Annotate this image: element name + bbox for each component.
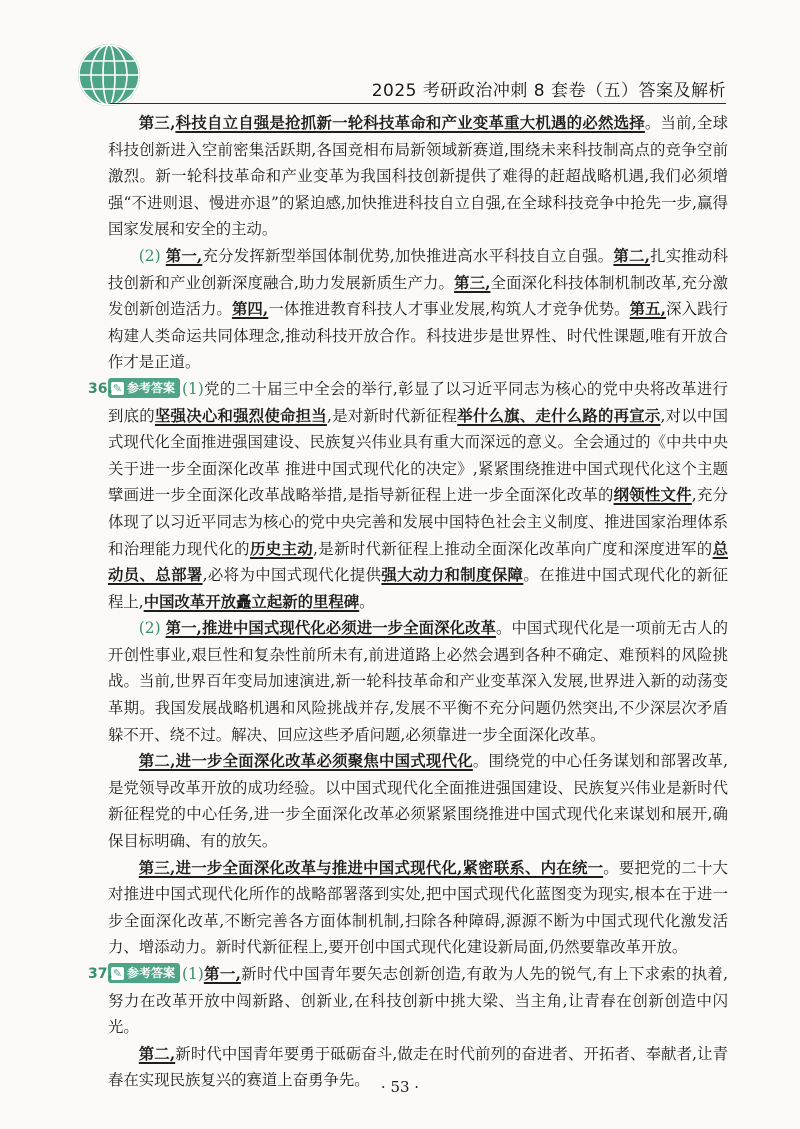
point-label: 第三, bbox=[454, 273, 491, 292]
paragraph-text: 扎实推动科技创新和产业创新深度融合,助力发展新质生产力。 bbox=[108, 246, 728, 292]
paragraph-text: 新时代中国青年要矢志创新创造,有敢为人先的锐气,有上下求索的执着,努力在改革开放中闯新路、创新业,在科技创新中挑大梁、当主角,让青春在创新创造中闪光。 bbox=[108, 965, 728, 1037]
key-point: 强大动力和制度保障 bbox=[381, 566, 524, 585]
subquestion-number: (1) bbox=[182, 965, 204, 983]
paragraph-text: ,充分体现了以习近平同志为核心的党中央完善和发展中国特色社会主义制度、推进国家治理体系和治理能力现代化的 bbox=[108, 486, 728, 558]
point-label: 第五, bbox=[629, 300, 667, 319]
paragraph-text: 。要把党的二十大对推进中国式现代化所作的战略部署落到实处,把中国式现代化蓝图变为现实,根本在于进一步全面深化改革,不断完善各方面体制机制,扫除各种障碍,源源不断为中国式现代化激发活力、增添动力。新时代新征程上,要开创中国式现代化建设新局面,仍然要靠改革开放。 bbox=[108, 858, 728, 957]
header-rule bbox=[110, 103, 726, 104]
key-point: 总动员、总部署 bbox=[108, 539, 728, 585]
answer-content bbox=[88, 110, 729, 1094]
paragraph-text: ,必将为中国式现代化提供 bbox=[202, 566, 382, 585]
paragraph-text: 。围绕党的中心任务谋划和部署改革,是党领导改革开放的成功经验。以中国式现代化全面推进强国建设、民族复兴伟业是新时代新征程党的中心任务,进一步全面深化改革必须紧紧围绕推进中国式现代化来谋划和展开,确保目标明确、有的放矢。 bbox=[108, 752, 728, 851]
paragraph-text: ,是对新时代新征程 bbox=[326, 406, 458, 425]
point-label: 第一, bbox=[165, 246, 203, 265]
key-point: 第二,进一步全面深化改革必须聚焦中国式现代化 bbox=[138, 752, 473, 771]
paragraph-text: 。 bbox=[359, 592, 375, 611]
paragraph-text: 党的二十届三中全会的举行,彰显了以习近平同志为核心的党中央将改革进行到底的 bbox=[108, 379, 728, 425]
paragraph bbox=[108, 110, 728, 243]
paragraph bbox=[108, 615, 728, 748]
paragraph-text: 全面深化科技体制机制改革,充分激发创新创造活力。 bbox=[108, 273, 728, 319]
answer-badge bbox=[108, 963, 180, 983]
paragraph bbox=[108, 748, 728, 854]
paragraph-text: 。中国式现代化是一项前无古人的开创性事业,艰巨性和复杂性前所未有,前进道路上必然会遇到各种不确定、难预料的风险挑战。当前,世界百年变局加速演进,新一轮科技革命和产业变革深入发展,世界进入新的动荡变革期。我国发展战略机遇和风险挑战并存,发展不平衡不充分问题仍然突出,不少深层次矛盾躲不开、绕不过。解决、回应这些矛盾问题,必须靠进一步全面深化改革。 bbox=[108, 619, 728, 744]
key-point: 坚强决心和强烈使命担当 bbox=[154, 406, 327, 425]
paragraph-text: 一体推进教育科技人才事业发展,构筑人才竞争优势。 bbox=[268, 300, 630, 319]
paragraph bbox=[108, 855, 728, 961]
page-title: 2025 考研政治冲刺 8 套卷（五）答案及解析 bbox=[371, 81, 726, 101]
answer-badge-label: 参考答案 bbox=[127, 966, 176, 980]
paragraph-text: 。当前,全球科技创新进入空前密集活跃期,各国竞相布局新领域新赛道,围绕未来科技制高点的竞争空前激烈。新一轮科技革命和产业变革为我国科技创新提供了难得的赶超战略机遇,我们必须增强“不进则退、慢进亦退”的紧迫感,加快推进科技自立自强,在全球科技竞争中抢先一步,赢得国家发展和安全的主动。 bbox=[108, 114, 728, 239]
answer-badge bbox=[108, 378, 180, 398]
paragraph-text: 。在推进中国式现代化的新征程上, bbox=[108, 566, 728, 611]
key-point: 第一,推进中国式现代化必须进一步全面深化改革 bbox=[165, 619, 496, 638]
globe-icon bbox=[78, 44, 140, 106]
point-label: 第四, bbox=[231, 300, 269, 319]
key-point: 第三,进一步全面深化改革与推进中国式现代化,紧密联系、内在统一 bbox=[138, 858, 604, 877]
page-number: · 53 · bbox=[380, 1078, 420, 1096]
paragraph bbox=[108, 243, 728, 376]
paragraph bbox=[108, 961, 728, 1041]
paragraph-text: 新时代中国青年要勇于砥砺奋斗,做走在时代前列的奋进者、开拓者、奉献者,让青春在实现民族复兴的赛道上奋勇争先。 bbox=[108, 1044, 729, 1090]
paragraph bbox=[108, 376, 728, 615]
subquestion-number: (2) bbox=[138, 246, 161, 265]
point-label: 第一, bbox=[203, 965, 241, 983]
key-point: 科技自立自强是抢抓新一轮科技革命和产业变革重大机遇的必然选择 bbox=[175, 114, 645, 132]
paragraph-text: 充分发挥新型举国体制优势,加快推进高水平科技自立自强。 bbox=[202, 246, 614, 265]
page-header bbox=[0, 0, 800, 110]
key-point: 举什么旗、走什么路的再宣示 bbox=[457, 406, 661, 425]
paragraph-text: 深入践行构建人类命运共同体理念,推动科技开放合作。科技进步是世界性、时代性课题,唯有开放合作才是正道。 bbox=[108, 300, 728, 372]
key-point: 历史主动 bbox=[249, 539, 314, 558]
pen-icon: ✎ bbox=[112, 967, 123, 980]
question-number: 36. bbox=[88, 380, 113, 397]
pen-icon: ✎ bbox=[112, 381, 123, 395]
subquestion-number: (2) bbox=[138, 619, 161, 638]
key-point: 中国改革开放矗立起新的里程碑 bbox=[143, 592, 360, 611]
key-point: 纲领性文件 bbox=[613, 486, 692, 505]
paragraph-text: ,对以中国式现代化全面推进强国建设、民族复兴伟业具有重大而深远的意义。全会通过的《中共中央关于进一步全面深化改革 推进中国式现代化的决定》,紧紧围绕推进中国式现代化这个主题擘画进一步全面深化改革战略举措,是指导新征程上进一步全面深化改革的 bbox=[108, 406, 728, 505]
point-label: 第三, bbox=[138, 114, 176, 132]
question-36 bbox=[88, 376, 728, 961]
point-label: 第二, bbox=[138, 1044, 176, 1063]
answer-badge-label: 参考答案 bbox=[127, 380, 176, 395]
question-37 bbox=[88, 961, 729, 1094]
point-label: 第二, bbox=[613, 246, 650, 265]
subquestion-number: (1) bbox=[182, 379, 204, 398]
question-number: 37. bbox=[88, 966, 113, 982]
paragraph-text: ,是新时代新征程上推动全面深化改革向广度和深度进军的 bbox=[313, 539, 713, 558]
